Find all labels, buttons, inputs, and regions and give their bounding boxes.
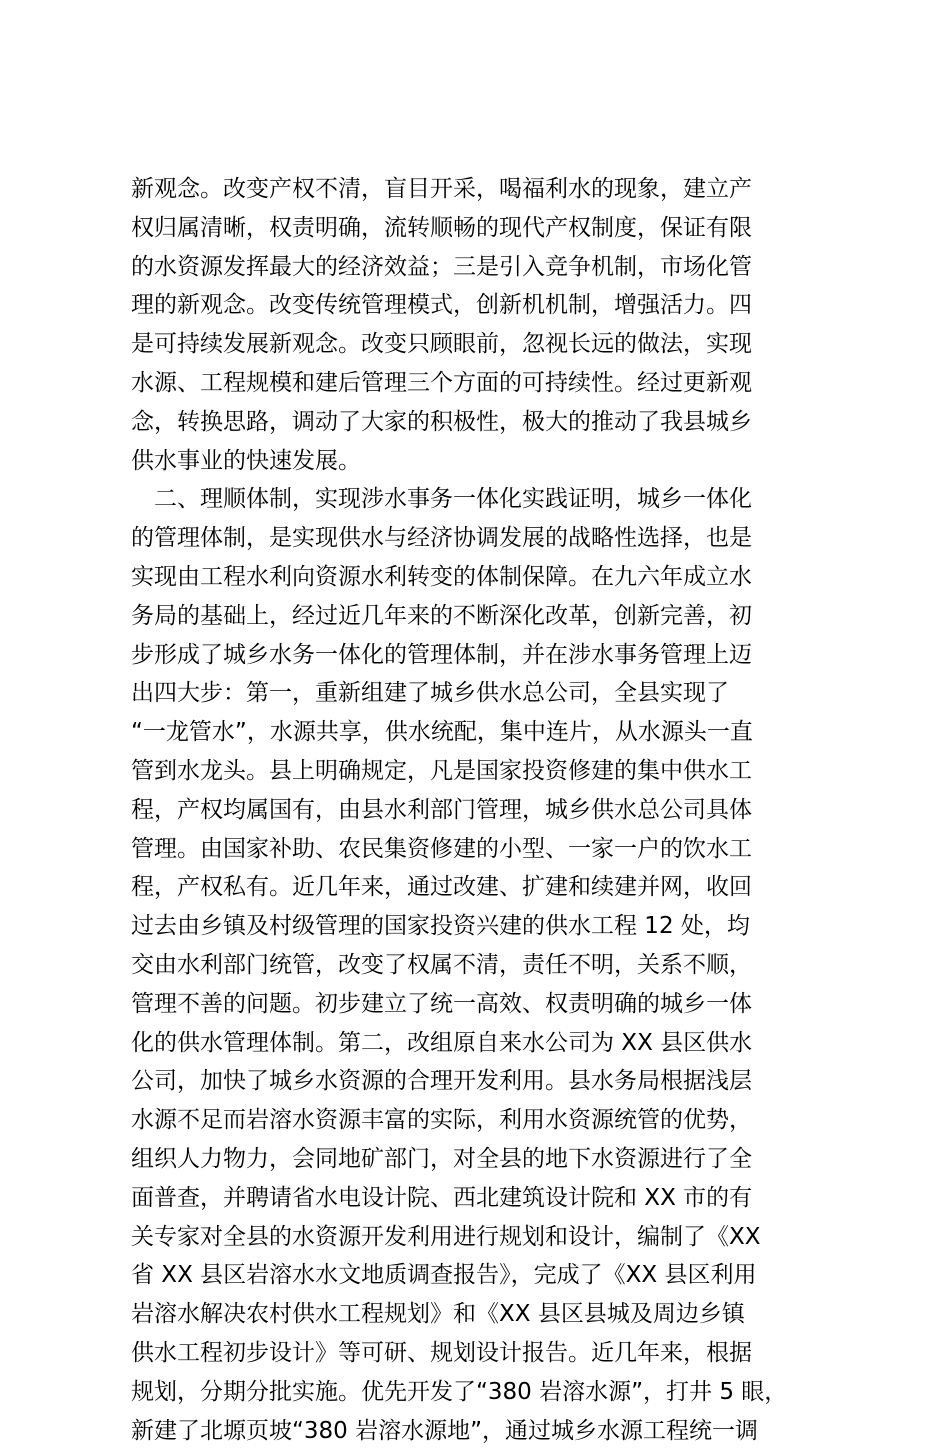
text-line: 权归属清晰，权责明确，流转顺畅的现代产权制度，保证有限 xyxy=(131,209,831,248)
text-line: 念，转换思路，调动了大家的积极性，极大的推动了我县城乡 xyxy=(131,403,831,442)
text-line: 组织人力物力，会同地矿部门，对全县的地下水资源进行了全 xyxy=(131,1140,831,1179)
text-line: 新建了北塬页坡“380 岩溶水源地”，通过城乡水源工程统一调 xyxy=(131,1412,831,1450)
text-line: 省 XX 县区岩溶水水文地质调查报告》，完成了《XX 县区利用 xyxy=(131,1256,831,1295)
text-line: 是可持续发展新观念。改变只顾眼前，忽视长远的做法，实现 xyxy=(131,325,831,364)
text-line: 程，产权私有。近几年来，通过改建、扩建和续建并网，收回 xyxy=(131,868,831,907)
text-line: 务局的基础上，经过近几年来的不断深化改革，创新完善，初 xyxy=(131,597,831,636)
text-line: 的水资源发挥最大的经济效益；三是引入竞争机制，市场化管 xyxy=(131,248,831,287)
text-line: 管理。由国家补助、农民集资修建的小型、一家一户的饮水工 xyxy=(131,830,831,869)
text-line: 管理不善的问题。初步建立了统一高效、权责明确的城乡一体 xyxy=(131,985,831,1024)
text-line: 实现由工程水利向资源水利转变的体制保障。在九六年成立水 xyxy=(131,558,831,597)
text-line: 过去由乡镇及村级管理的国家投资兴建的供水工程 12 处，均 xyxy=(131,907,831,946)
text-line: 水源不足而岩溶水资源丰富的实际，利用水资源统管的优势， xyxy=(131,1101,831,1140)
text-line: 二、理顺体制，实现涉水事务一体化实践证明，城乡一体化 xyxy=(131,480,831,519)
text-line: 管到水龙头。县上明确规定，凡是国家投资修建的集中供水工 xyxy=(131,752,831,791)
text-line: 化的供水管理体制。第二，改组原自来水公司为 XX 县区供水 xyxy=(131,1024,831,1063)
text-line: 出四大步：第一，重新组建了城乡供水总公司，全县实现了 xyxy=(131,674,831,713)
text-line: 面普查，并聘请省水电设计院、西北建筑设计院和 XX 市的有 xyxy=(131,1179,831,1218)
text-line: 水源、工程规模和建后管理三个方面的可持续性。经过更新观 xyxy=(131,364,831,403)
text-line: 公司，加快了城乡水资源的合理开发利用。县水务局根据浅层 xyxy=(131,1062,831,1101)
text-line: 关专家对全县的水资源开发利用进行规划和设计，编制了《XX xyxy=(131,1218,831,1257)
text-line: 步形成了城乡水务一体化的管理体制，并在涉水事务管理上迈 xyxy=(131,636,831,675)
body-text xyxy=(131,170,831,1450)
text-line: 新观念。改变产权不清，盲目开采，喝福利水的现象，建立产 xyxy=(131,170,831,209)
text-line: 岩溶水解决农村供水工程规划》和《XX 县区县城及周边乡镇 xyxy=(131,1295,831,1334)
text-line: 的管理体制，是实现供水与经济协调发展的战略性选择，也是 xyxy=(131,519,831,558)
text-line: 理的新观念。改变传统管理模式，创新机机制，增强活力。四 xyxy=(131,286,831,325)
text-line: 供水事业的快速发展。 xyxy=(131,442,831,481)
text-line: 交由水利部门统管，改变了权属不清，责任不明，关系不顺， xyxy=(131,946,831,985)
text-line: 供水工程初步设计》等可研、规划设计报告。近几年来，根据 xyxy=(131,1334,831,1373)
text-line: “一龙管水”，水源共享，供水统配，集中连片，从水源头一直 xyxy=(131,713,831,752)
text-line: 程，产权均属国有，由县水利部门管理，城乡供水总公司具体 xyxy=(131,791,831,830)
text-line: 规划，分期分批实施。优先开发了“380 岩溶水源”，打井 5 眼， xyxy=(131,1373,831,1412)
